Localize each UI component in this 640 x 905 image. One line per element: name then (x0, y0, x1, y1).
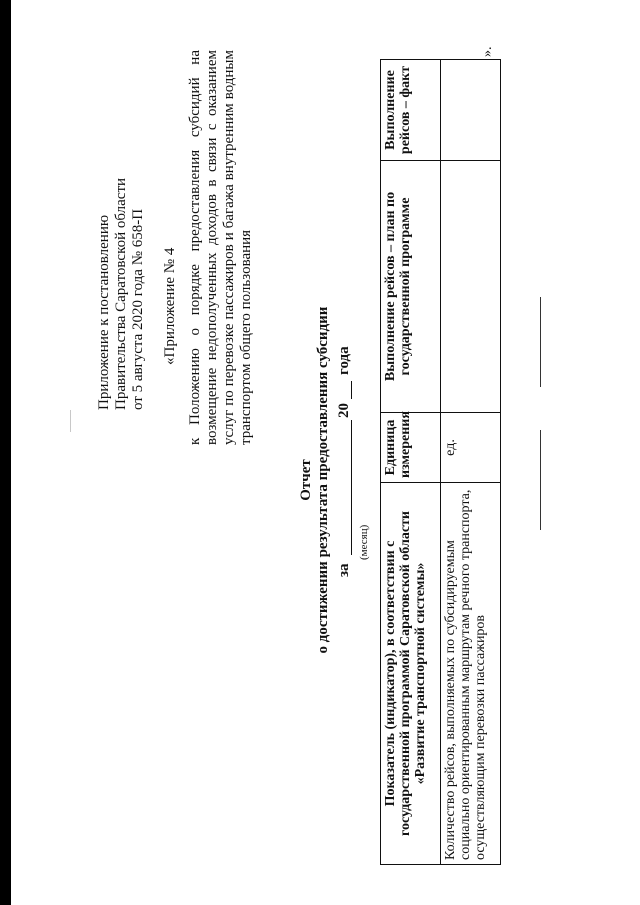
month-blank (351, 420, 352, 555)
report-table (380, 59, 501, 865)
decree-reference (96, 50, 147, 410)
appendix-block (162, 50, 255, 445)
report-title (298, 305, 332, 655)
indicator-cell: Количество рейсов, выполняемых по субсидируемым социально ориентированным маршрутам речного транспорта, осуществляющим перевозки пассажиров (441, 483, 501, 865)
period-year: 20 (336, 403, 352, 418)
unit-cell: ед. (441, 413, 501, 483)
regulation-reference: к Положению о порядке предоставления субсидий на возмещение недополученных доходов в связи с оказанием услуг по перевозке пассажиров и багажа внутренним водным транспортом общего пользования (187, 50, 254, 445)
plan-cell (441, 161, 501, 413)
table-header-row (381, 60, 441, 865)
report-title-sub: о достижении результата предоставления субсидии (315, 306, 331, 654)
report-title-main: Отчет (298, 459, 314, 501)
decree-line: Приложение к постановлению (96, 214, 112, 410)
period-suffix: года (336, 346, 352, 375)
appendix-title: «Приложение № 4 (162, 247, 178, 365)
fact-cell (441, 60, 501, 161)
signature-line (540, 297, 541, 387)
decree-line: Правительства Саратовской области (113, 177, 129, 410)
table-row (441, 60, 501, 865)
closing-quote: ». (480, 46, 495, 57)
signature-line (540, 430, 541, 530)
header-indicator: Показатель (индикатор), в соответствии с государственной программой Саратовской области «Развитие транспортной системы» (381, 483, 441, 865)
month-caption: (месяц) (358, 524, 370, 560)
header-plan: Выполнение рейсов – план по государственной программе (381, 161, 441, 413)
report-period (336, 305, 354, 655)
year-blank (351, 381, 352, 399)
decree-line: от 5 августа 2020 года № 658-П (130, 208, 146, 410)
header-fact: Выполнение рейсов – факт (381, 60, 441, 161)
header-unit: Единица измерения (381, 413, 441, 483)
period-prefix: за (336, 563, 352, 577)
